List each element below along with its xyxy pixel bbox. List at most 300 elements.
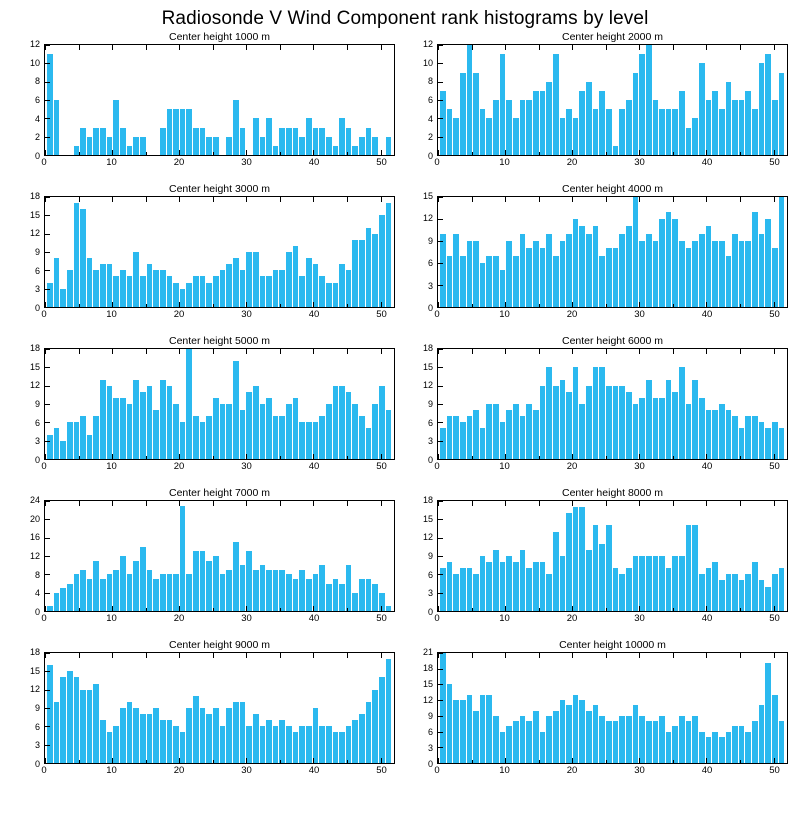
bar	[54, 100, 60, 155]
y-tick-label: 12	[29, 551, 40, 561]
bar	[619, 716, 625, 763]
plot-area	[29, 495, 395, 617]
y-tick-label: 0	[427, 303, 433, 313]
bar	[127, 702, 133, 763]
bar	[87, 690, 93, 763]
bar	[352, 720, 358, 763]
y-tick-labels	[16, 343, 42, 465]
bar	[54, 702, 60, 763]
bar	[293, 398, 299, 459]
x-tick-label: 10	[106, 765, 117, 776]
bar	[467, 568, 473, 611]
bar	[719, 109, 725, 155]
bar	[266, 720, 272, 763]
bar	[606, 721, 612, 763]
bar	[206, 714, 212, 763]
bar	[213, 398, 219, 459]
x-tick-marks-top	[438, 197, 787, 202]
bar	[679, 716, 685, 763]
chart-panel	[407, 182, 800, 334]
bar	[253, 570, 259, 611]
bar	[140, 392, 146, 459]
bar	[712, 241, 718, 307]
y-tick-marks	[45, 45, 50, 155]
x-tick-label: 40	[701, 613, 713, 624]
bar	[732, 234, 738, 307]
y-tick-marks	[438, 653, 443, 763]
bar	[653, 721, 659, 763]
bar	[560, 700, 566, 763]
bar	[140, 714, 146, 763]
bar	[233, 100, 239, 155]
y-tick-label: 3	[427, 588, 433, 599]
bar	[493, 100, 499, 155]
x-tick-marks-top	[438, 45, 787, 50]
bar	[606, 386, 612, 459]
bar	[160, 720, 166, 763]
x-tick-label: 40	[308, 309, 320, 320]
bar	[480, 695, 486, 763]
bar	[593, 705, 599, 763]
bar	[626, 100, 632, 155]
axes-frame	[437, 196, 788, 308]
bar	[339, 264, 345, 307]
y-tick-label: 15	[29, 209, 40, 220]
bar	[386, 659, 392, 763]
bar	[586, 711, 592, 763]
y-tick-label: 0	[427, 607, 433, 617]
bar	[573, 367, 579, 459]
bar	[233, 258, 239, 307]
bar	[686, 721, 692, 763]
bar	[193, 696, 199, 763]
x-tick-marks	[45, 150, 394, 155]
y-tick-labels	[409, 191, 435, 313]
bar	[533, 410, 539, 459]
y-tick-label: 6	[34, 417, 40, 428]
y-tick-label: 9	[34, 703, 40, 713]
x-tick-label: 10	[499, 613, 510, 624]
bar	[173, 404, 179, 459]
y-tick-label: 3	[34, 740, 40, 751]
plot-area	[422, 647, 788, 769]
bar	[633, 705, 639, 763]
y-tick-label: 12	[29, 684, 40, 695]
x-tick-label: 50	[769, 157, 780, 168]
bar	[220, 404, 226, 459]
bar	[692, 380, 698, 459]
bar	[726, 82, 732, 155]
y-tick-label: 16	[29, 532, 40, 543]
axes-frame	[437, 348, 788, 460]
bar	[500, 54, 506, 155]
chart-panel-grid	[10, 30, 800, 790]
y-tick-label: 6	[427, 258, 433, 269]
bar	[286, 252, 292, 307]
bar	[533, 562, 539, 611]
bar	[460, 73, 466, 156]
bar	[473, 73, 479, 156]
bar	[692, 525, 698, 611]
bar	[200, 708, 206, 763]
bar	[599, 256, 605, 307]
y-tick-label: 6	[427, 417, 433, 428]
y-tick-label: 8	[427, 76, 433, 87]
bar	[659, 219, 665, 307]
bar	[133, 708, 139, 763]
bar	[286, 404, 292, 459]
chart-panel	[407, 638, 800, 790]
bar	[113, 398, 119, 459]
y-tick-label: 6	[34, 95, 40, 105]
bar	[726, 410, 732, 459]
bar	[540, 562, 546, 611]
bar	[779, 73, 785, 156]
x-tick-label: 0	[434, 765, 440, 776]
bar	[279, 416, 285, 459]
x-tick-label: 0	[41, 157, 47, 168]
bar	[593, 226, 599, 307]
bar	[540, 248, 546, 307]
x-tick-label: 0	[434, 613, 440, 624]
bar	[366, 228, 372, 307]
bar	[80, 570, 86, 611]
bar	[500, 562, 506, 611]
bar	[653, 398, 659, 459]
x-tick-label: 40	[308, 461, 320, 472]
bar	[113, 100, 119, 155]
bar	[566, 109, 572, 155]
bar	[93, 684, 99, 763]
bar	[372, 234, 378, 307]
plot-area	[422, 343, 788, 465]
y-tick-label: 6	[427, 95, 433, 105]
bar	[586, 82, 592, 155]
bar	[260, 404, 266, 459]
x-tick-marks	[438, 606, 787, 611]
bar	[520, 234, 526, 307]
bar	[520, 100, 526, 155]
bar	[626, 392, 632, 459]
bar	[246, 551, 252, 611]
bar	[745, 241, 751, 307]
bar	[486, 256, 492, 307]
bar	[732, 100, 738, 155]
bar	[599, 544, 605, 611]
panel-title: Center height 9000 m	[169, 639, 270, 651]
x-tick-marks-top	[438, 349, 787, 354]
bar	[447, 416, 453, 459]
bar	[719, 241, 725, 307]
bar	[573, 219, 579, 307]
bar	[553, 256, 559, 307]
bar	[226, 708, 232, 763]
y-tick-label: 15	[422, 513, 433, 524]
bar	[659, 716, 665, 763]
bar	[480, 556, 486, 611]
x-tick-label: 10	[106, 157, 117, 168]
chart-panel	[407, 30, 800, 182]
bar	[633, 73, 639, 156]
bar	[666, 109, 672, 155]
bar	[726, 256, 732, 307]
y-tick-marks	[438, 501, 443, 611]
bar	[379, 677, 385, 763]
x-tick-label: 10	[499, 765, 510, 776]
y-tick-labels	[16, 39, 42, 161]
x-tick-label: 0	[434, 309, 440, 320]
x-tick-label: 30	[634, 613, 645, 624]
y-tick-label: 18	[422, 663, 433, 673]
x-tick-marks	[438, 302, 787, 307]
bar	[113, 570, 119, 611]
bar	[313, 264, 319, 307]
x-tick-labels	[434, 764, 788, 778]
bar	[167, 386, 173, 459]
bar	[346, 392, 352, 459]
bar	[107, 386, 113, 459]
panel-title: Center height 4000 m	[562, 183, 663, 195]
bar-series	[45, 45, 394, 155]
bar	[566, 234, 572, 307]
y-tick-label: 18	[29, 191, 40, 201]
bar	[520, 550, 526, 611]
bar	[226, 570, 232, 611]
plot-area	[422, 495, 788, 617]
bar	[613, 568, 619, 611]
y-tick-label: 9	[427, 551, 433, 561]
bar	[560, 241, 566, 307]
panel-title: Center height 3000 m	[169, 183, 270, 195]
x-tick-label: 20	[173, 765, 185, 776]
y-tick-label: 12	[29, 380, 40, 391]
bar	[579, 507, 585, 611]
x-tick-label: 10	[499, 461, 510, 472]
y-tick-label: 18	[422, 343, 433, 353]
bar	[772, 695, 778, 763]
bar	[679, 556, 685, 611]
bar	[80, 209, 86, 307]
bar	[240, 565, 246, 611]
bar	[692, 716, 698, 763]
bar	[206, 561, 212, 611]
x-tick-label: 30	[634, 157, 645, 168]
chart-panel	[14, 182, 407, 334]
bar	[646, 721, 652, 763]
bar	[619, 386, 625, 459]
x-tick-labels	[434, 612, 788, 626]
page-title: Radiosonde V Wind Component rank histograms by level	[161, 8, 649, 29]
y-tick-marks	[438, 45, 443, 155]
y-tick-labels	[409, 39, 435, 161]
bar-series	[45, 349, 394, 459]
x-tick-labels	[41, 308, 395, 322]
x-tick-label: 0	[41, 461, 47, 472]
bar	[513, 721, 519, 763]
bar	[54, 258, 60, 307]
y-tick-label: 3	[34, 436, 40, 447]
bar	[659, 556, 665, 611]
x-tick-label: 30	[241, 461, 252, 472]
bar	[133, 561, 139, 611]
bar	[506, 241, 512, 307]
bar	[226, 264, 232, 307]
y-tick-label: 3	[427, 436, 433, 447]
bar	[599, 367, 605, 459]
bar	[626, 226, 632, 307]
y-tick-label: 2	[34, 132, 40, 143]
x-tick-marks-top	[45, 653, 394, 658]
bar	[752, 212, 758, 307]
bar	[639, 716, 645, 763]
bar	[467, 416, 473, 459]
bar	[579, 700, 585, 763]
bar	[352, 404, 358, 459]
x-tick-label: 20	[566, 157, 578, 168]
x-tick-label: 50	[376, 461, 387, 472]
bar	[739, 100, 745, 155]
bar	[140, 547, 146, 611]
x-tick-label: 0	[434, 461, 440, 472]
bar-series	[438, 653, 787, 763]
bar	[579, 226, 585, 307]
x-tick-marks	[438, 758, 787, 763]
x-tick-label: 20	[173, 461, 185, 472]
bar	[712, 410, 718, 459]
y-tick-label: 12	[422, 39, 433, 49]
bar	[679, 367, 685, 459]
y-tick-label: 6	[34, 265, 40, 276]
y-tick-label: 10	[29, 57, 40, 68]
bar	[586, 386, 592, 459]
bar	[593, 109, 599, 155]
y-tick-label: 10	[422, 57, 433, 68]
bar	[633, 197, 639, 307]
bar	[639, 241, 645, 307]
bar	[266, 398, 272, 459]
x-tick-label: 20	[566, 309, 578, 320]
y-tick-label: 0	[427, 151, 433, 161]
bar	[333, 386, 339, 459]
bar	[100, 380, 106, 459]
bar	[447, 109, 453, 155]
bar	[93, 561, 99, 611]
bar	[686, 404, 692, 459]
bar	[779, 568, 785, 611]
bar	[226, 404, 232, 459]
bar	[246, 392, 252, 459]
bar	[513, 404, 519, 459]
bar	[765, 219, 771, 307]
x-tick-label: 20	[566, 461, 578, 472]
bar	[453, 700, 459, 763]
bar	[80, 690, 86, 763]
x-tick-label: 0	[41, 765, 47, 776]
bar	[266, 570, 272, 611]
bar	[566, 513, 572, 611]
bar	[299, 570, 305, 611]
x-tick-label: 40	[701, 157, 713, 168]
plot-area	[29, 343, 395, 465]
y-tick-label: 18	[29, 647, 40, 657]
y-tick-label: 9	[34, 399, 40, 409]
y-tick-label: 6	[34, 721, 40, 732]
bar	[553, 711, 559, 763]
axes-frame	[44, 500, 395, 612]
panel-title: Center height 7000 m	[169, 487, 270, 499]
bar	[447, 256, 453, 307]
bar	[379, 386, 385, 459]
x-tick-label: 20	[173, 613, 185, 624]
y-tick-labels	[16, 495, 42, 617]
x-tick-label: 10	[499, 157, 510, 168]
bar	[699, 234, 705, 307]
bar	[759, 705, 765, 763]
x-tick-marks-top	[45, 197, 394, 202]
x-tick-label: 20	[566, 765, 578, 776]
bar	[579, 404, 585, 459]
bar	[133, 252, 139, 307]
x-tick-label: 10	[106, 309, 117, 320]
bar	[619, 234, 625, 307]
x-tick-marks	[45, 758, 394, 763]
bar	[213, 708, 219, 763]
bar	[372, 690, 378, 763]
y-tick-label: 20	[29, 513, 40, 524]
bar	[699, 63, 705, 155]
y-tick-label: 12	[422, 532, 433, 543]
x-tick-marks	[45, 606, 394, 611]
y-tick-label: 15	[29, 361, 40, 372]
x-tick-label: 50	[769, 309, 780, 320]
bar	[100, 720, 106, 763]
bar	[639, 54, 645, 155]
x-tick-marks-top	[438, 501, 787, 506]
bar	[74, 203, 80, 307]
bar	[186, 349, 192, 459]
chart-panel	[14, 638, 407, 790]
panel-title: Center height 8000 m	[562, 487, 663, 499]
bar	[253, 252, 259, 307]
x-tick-label: 20	[566, 613, 578, 624]
bar	[480, 263, 486, 307]
y-tick-label: 6	[427, 569, 433, 580]
bar	[467, 695, 473, 763]
bar	[273, 416, 279, 459]
bar	[712, 91, 718, 155]
bar	[546, 716, 552, 763]
bar	[739, 241, 745, 307]
bar	[566, 705, 572, 763]
x-tick-label: 0	[434, 157, 440, 168]
bar	[672, 556, 678, 611]
x-tick-label: 50	[769, 613, 780, 624]
x-tick-marks-top	[438, 653, 787, 658]
bar-series	[438, 501, 787, 611]
y-tick-label: 4	[427, 113, 433, 124]
y-tick-label: 12	[422, 695, 433, 705]
bar	[447, 562, 453, 611]
bar	[120, 398, 126, 459]
bar	[147, 570, 153, 611]
bar	[513, 562, 519, 611]
x-tick-label: 30	[241, 613, 252, 624]
y-tick-label: 3	[427, 280, 433, 291]
y-tick-label: 18	[29, 343, 40, 353]
bar	[233, 702, 239, 763]
bar	[386, 410, 392, 459]
bar	[193, 551, 199, 611]
